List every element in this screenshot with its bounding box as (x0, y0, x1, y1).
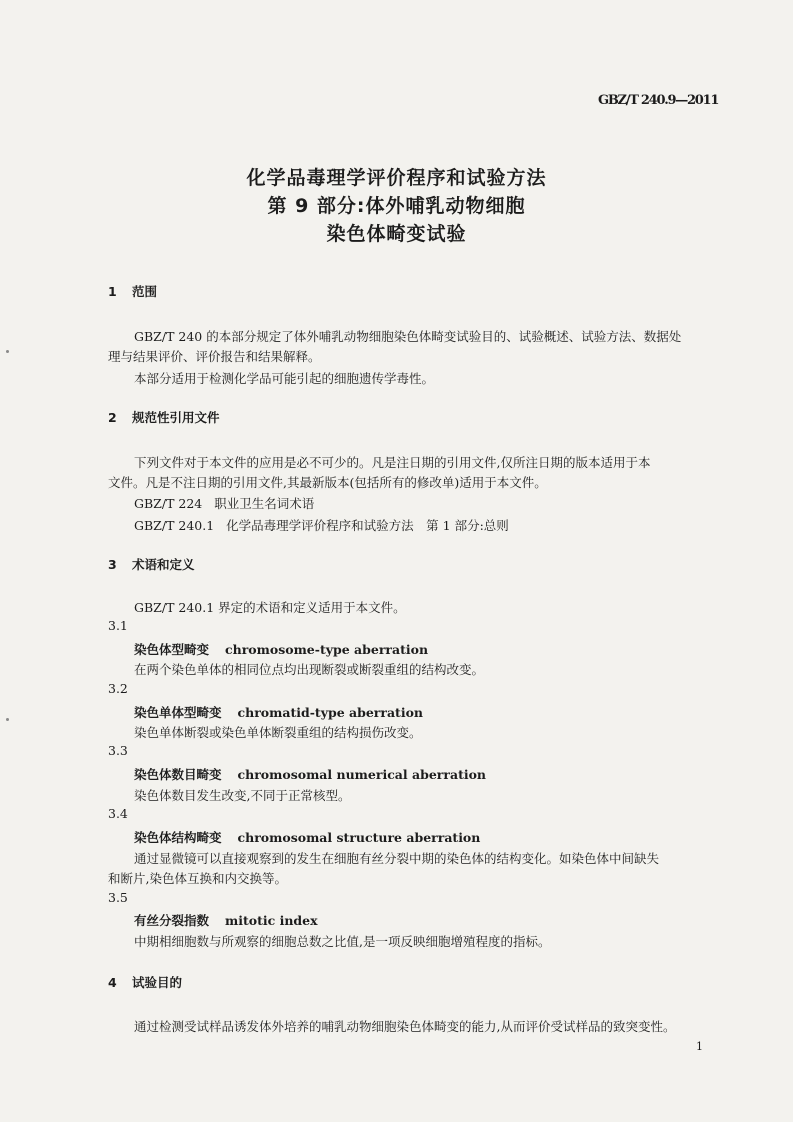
section-number: 2 (108, 410, 117, 425)
term-definition: 和断片,染色体互换和内交换等。 (108, 871, 287, 886)
section-title: 规范性引用文件 (132, 410, 220, 425)
section-heading-4 (108, 973, 182, 991)
section-number: 4 (108, 975, 117, 990)
document-title-line-2: 第 9 部分:体外哺乳动物细胞 (267, 195, 526, 217)
term-entry (134, 640, 428, 658)
term-definition: 在两个染色单体的相同位点均出现断裂或断裂重组的结构改变。 (134, 662, 485, 677)
paragraph-line: 理与结果评价、评价报告和结果解释。 (108, 349, 321, 364)
reference-title: 职业卫生名词术语 (214, 496, 315, 511)
term-entry (134, 911, 318, 929)
term-en: chromosomal numerical aberration (237, 767, 487, 782)
section-heading-3 (108, 555, 195, 573)
term-entry (134, 703, 423, 721)
document-title-line-1: 化学品毒理学评价程序和试验方法 (246, 167, 547, 189)
term-cn: 染色体型畸变 (134, 642, 210, 657)
term-entry (134, 765, 486, 783)
reference-code: GBZ/T 224 (134, 496, 203, 511)
term-number: 3.2 (108, 681, 128, 696)
normative-reference (134, 516, 509, 534)
reference-code: GBZ/T 240.1 (134, 518, 215, 533)
term-en: chromosome-type aberration (225, 642, 429, 657)
section-title: 范围 (132, 284, 158, 299)
term-cn: 染色单体型畸变 (134, 705, 222, 720)
page-number: 1 (696, 1040, 703, 1053)
term-number: 3.4 (108, 806, 128, 821)
paragraph-line: 文件。凡是不注日期的引用文件,其最新版本(包括所有的修改单)适用于本文件。 (108, 475, 547, 490)
paragraph-line: 本部分适用于检测化学品可能引起的细胞遗传学毒性。 (134, 371, 435, 386)
term-number: 3.3 (108, 743, 128, 758)
term-en: mitotic index (225, 913, 318, 928)
term-cn: 染色体数目畸变 (134, 767, 222, 782)
term-definition: 中期相细胞数与所观察的细胞总数之比值,是一项反映细胞增殖程度的指标。 (134, 934, 551, 949)
paragraph-line: GBZ/T 240 的本部分规定了体外哺乳动物细胞染色体畸变试验目的、试验概述、试验方法、数据处 (134, 329, 682, 344)
term-definition: 染色体数目发生改变,不同于正常核型。 (134, 788, 351, 803)
term-cn: 染色体结构畸变 (134, 830, 222, 845)
binder-hole-mark (6, 350, 9, 353)
section-title: 试验目的 (132, 975, 183, 990)
standard-code: GBZ/T 240.9—2011 (598, 93, 719, 108)
binder-hole-mark (6, 718, 9, 721)
term-number: 3.1 (108, 618, 128, 633)
paragraph-line: GBZ/T 240.1 界定的术语和定义适用于本文件。 (134, 600, 406, 615)
term-cn: 有丝分裂指数 (134, 913, 210, 928)
paragraph-line: 通过检测受试样品诱发体外培养的哺乳动物细胞染色体畸变的能力,从而评价受试样品的致突变性。 (134, 1019, 676, 1034)
term-number: 3.5 (108, 890, 128, 905)
term-definition: 通过显微镜可以直接观察到的发生在细胞有丝分裂中期的染色体的结构变化。如染色体中间缺失 (134, 851, 660, 866)
section-heading-2 (108, 408, 220, 426)
section-number: 1 (108, 284, 117, 299)
paragraph-line: 下列文件对于本文件的应用是必不可少的。凡是注日期的引用文件,仅所注日期的版本适用于本 (134, 455, 651, 470)
normative-reference (134, 494, 314, 512)
term-definition: 染色单体断裂或染色单体断裂重组的结构损伤改变。 (134, 725, 422, 740)
section-number: 3 (108, 557, 117, 572)
section-title: 术语和定义 (132, 557, 195, 572)
term-entry (134, 828, 480, 846)
reference-title: 化学品毒理学评价程序和试验方法 第 1 部分:总则 (226, 518, 509, 533)
section-heading-1 (108, 282, 157, 300)
term-en: chromosomal structure aberration (237, 830, 481, 845)
term-en: chromatid-type aberration (237, 705, 424, 720)
document-title-line-3: 染色体畸变试验 (326, 223, 467, 245)
